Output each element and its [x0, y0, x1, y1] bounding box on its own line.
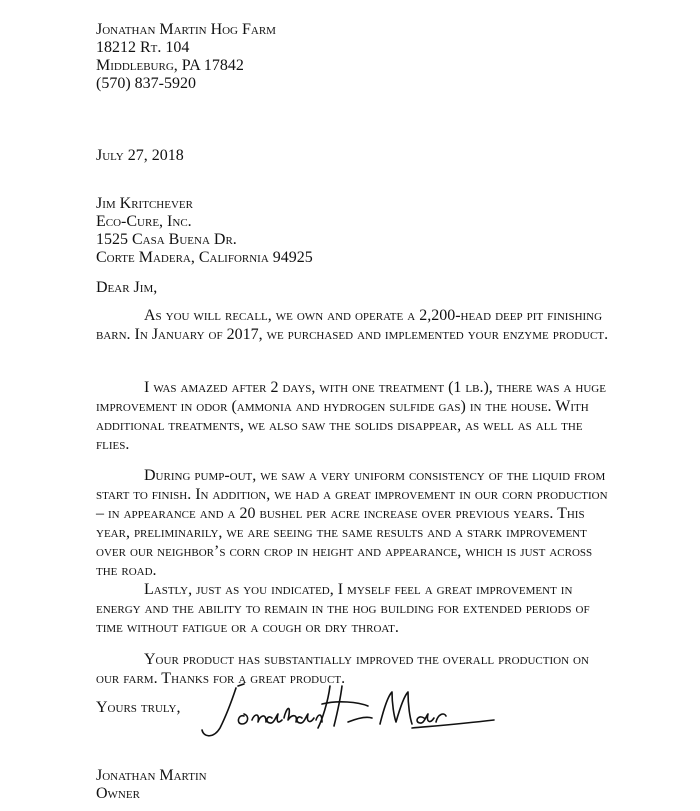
body-paragraph-2-text: I was amazed after 2 days, with one treatment (1 lb.), there was a huge improvement in odor (ammonia and hydrogen sulfide gas) in the house. With additional treatments, we also saw the solids disappear, as well as all the flies. — [96, 379, 606, 453]
body-paragraph-4-text: Lastly, just as you indicated, I myself feel a great improvement in energy and the ability to remain in the hog building for extended periods of time without fatigue or a cough or dry throat. — [96, 581, 590, 636]
body-paragraph-1 — [96, 306, 616, 344]
recipient-company: Eco-Cure, Inc. — [96, 213, 192, 230]
salutation: Dear Jim, — [96, 279, 158, 296]
recipient-name: Jim Kritchever — [96, 195, 193, 212]
handwritten-signature — [198, 678, 498, 748]
body-paragraph-2 — [96, 378, 616, 454]
body-paragraph-1-text: As you will recall, we own and operate a 2,200-head deep pit finishing barn. In January of 2017, we purchased and implemented your enzyme product. — [96, 307, 609, 343]
sender-phone: (570) 837-5920 — [96, 75, 196, 92]
signer-title: Owner — [96, 785, 140, 802]
body-paragraph-3 — [96, 466, 616, 580]
body-paragraph-5-text: Your product has substantially improved the overall production on our farm. Thanks for a great product. — [96, 651, 589, 687]
signer-name: Jonathan Martin — [96, 767, 207, 784]
sender-city: Middleburg, PA 17842 — [96, 57, 244, 74]
letter-date: July 27, 2018 — [96, 147, 184, 164]
recipient-street: 1525 Casa Buena Dr. — [96, 231, 237, 248]
closing: Yours truly, — [96, 699, 181, 716]
recipient-city: Corte Madera, California 94925 — [96, 249, 313, 266]
body-paragraph-3-text: During pump-out, we saw a very uniform consistency of the liquid from start to finish. In addition, we had a great improvement in our corn production – in appearance and a 20 bushel per acre increase over previous years. This year, preliminarily, we are seeing the same results and a stark improvement over our neighbor’s corn crop in height and appearance, which is just across the road. — [96, 467, 608, 579]
sender-name: Jonathan Martin Hog Farm — [96, 21, 276, 38]
sender-street: 18212 Rt. 104 — [96, 39, 190, 56]
body-paragraph-4 — [96, 580, 616, 637]
